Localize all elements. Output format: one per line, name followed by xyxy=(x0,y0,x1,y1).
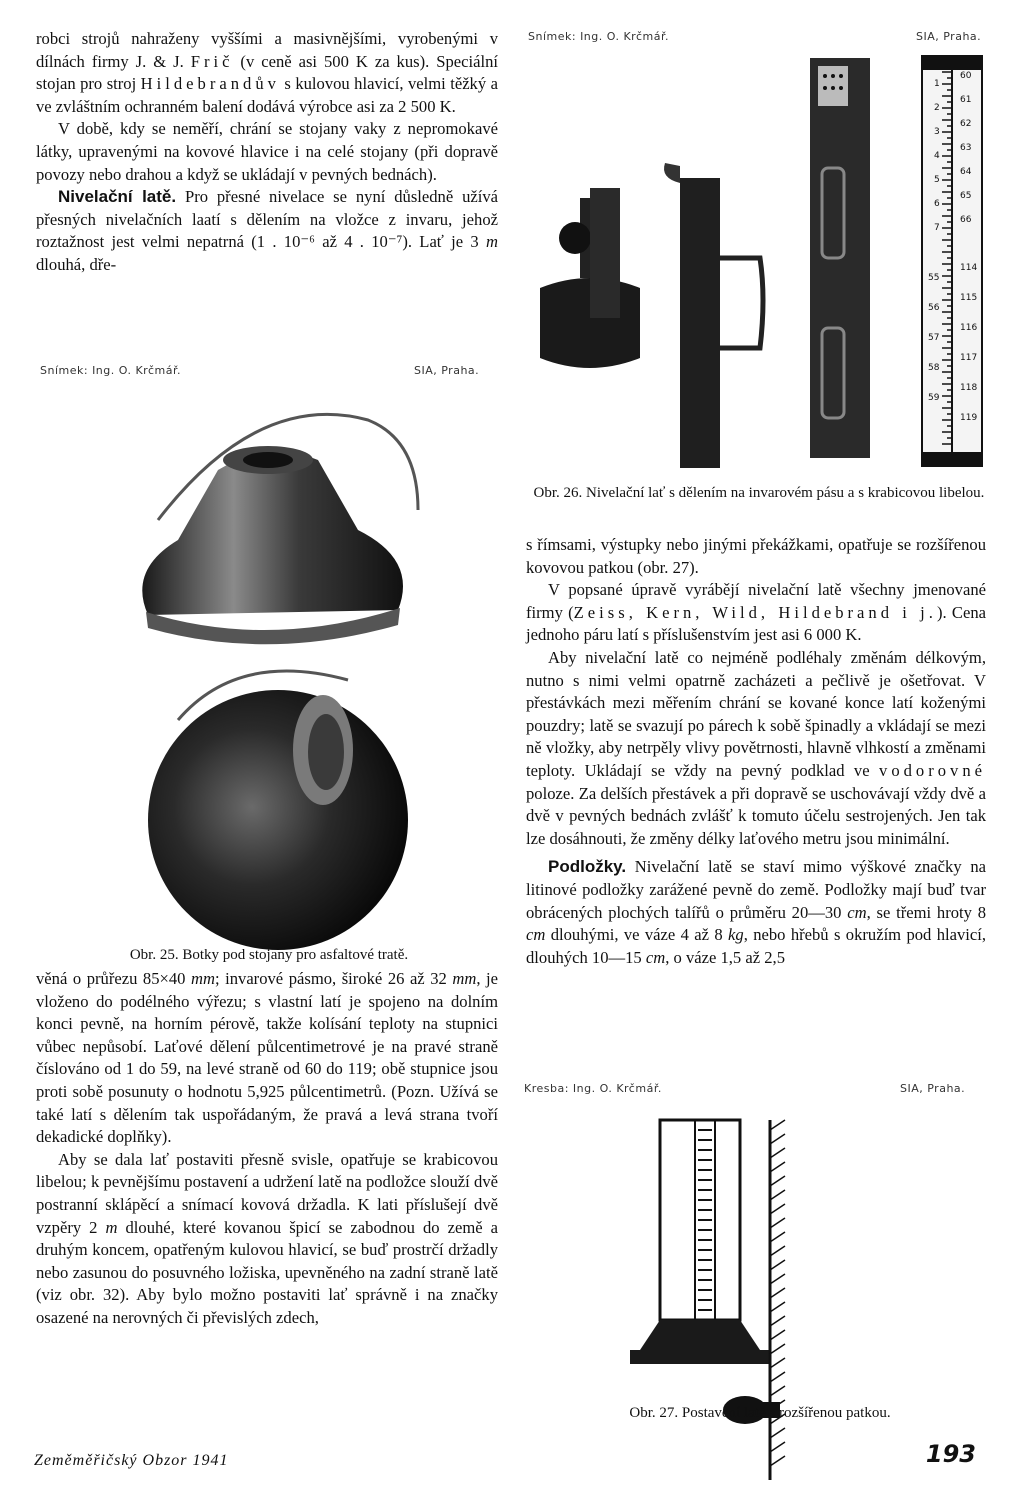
figure-25-photo xyxy=(118,400,468,950)
svg-text:5: 5 xyxy=(934,175,940,185)
svg-text:57: 57 xyxy=(928,333,940,343)
svg-text:119: 119 xyxy=(960,413,978,423)
photo-agency: SIA, Praha. xyxy=(414,364,480,377)
wall-hatch xyxy=(770,1442,785,1452)
figure-26-caption: Obr. 26. Nivelační lať s dělením na invarovém pásu a s krabicovou libelou. xyxy=(533,485,985,501)
wall-hatch xyxy=(770,1218,785,1228)
svg-text:63: 63 xyxy=(960,143,972,153)
wall-hatch xyxy=(770,1302,785,1312)
left-column-bottom xyxy=(36,968,498,1330)
svg-text:66: 66 xyxy=(960,215,972,225)
paragraph: V době, kdy se neměří, chrání se stojany vaky z nepromokavé látky, upravenými na kovové hlavice i na celé stojany (při dopravě povozy nebo drahou a když se ukládají v pevných bednách). xyxy=(36,119,498,184)
svg-text:1: 1 xyxy=(934,79,940,89)
svg-text:115: 115 xyxy=(960,293,978,303)
svg-text:65: 65 xyxy=(960,191,972,201)
paragraph: Aby se dala lať postaviti přesně svisle, opatřuje se krabicovou libelou; k pevnějšímu postavení a udržení latě na podložce slouží dvě postranní sklápěcí a snímací kovová držadla. K lati příslušejí dvě vzpěry 2 m dlouhé, které kovanou špicí se zabodnou do země a druhým koncem, opatřeným kulovou hlavicí, se buď prostrčí držadly nebo zasunou do posuvného ložiska, upevněného na zadní straně latě (viz obr. 32). Aby bylo možno postaviti lať správně i na značky osazené na nerovných či převislých zdech, xyxy=(36,1149,498,1327)
drawing-credit: Kresba: Ing. O. Krčmář. xyxy=(524,1082,662,1095)
svg-text:60: 60 xyxy=(960,71,972,81)
svg-text:114: 114 xyxy=(960,263,978,273)
svg-text:59: 59 xyxy=(928,393,940,403)
svg-text:55: 55 xyxy=(928,273,940,283)
figure-27-drawing xyxy=(620,1110,860,1490)
wall-hatch xyxy=(770,1316,785,1326)
paragraph: věná o průřezu 85×40 mm; invarové pásmo, široké 26 až 32 mm, je vloženo do podélného výřezu; s vlastní latí je spojeno na dolním konci pevně, na horním pérově, takže kolísání teploty na stupnici vůbec nepůsobí. Laťové dělení půlcentimetrové je na pravé straně číslováno od 1 do 59, na levé straně od 60 do 119; obě stupnice jsou proti sobě posunuty o hodnotu 5,925 půlcentimetrů. (Pozn. Užívá se také latí s dělením tak uspořádaným, že pravá a levá strana tvoří dekadické doplňky). xyxy=(36,969,498,1147)
photo-credit: Snímek: Ing. O. Krčmář. xyxy=(528,30,669,43)
wall-hatch xyxy=(770,1190,785,1200)
photo-agency: SIA, Praha. xyxy=(916,30,982,43)
wall-hatch xyxy=(770,1246,785,1256)
wall-hatch xyxy=(770,1386,785,1396)
svg-text:64: 64 xyxy=(960,167,972,177)
svg-text:6: 6 xyxy=(934,199,940,209)
svg-text:58: 58 xyxy=(928,363,940,373)
svg-text:7: 7 xyxy=(934,223,940,233)
drawing-agency: SIA, Praha. xyxy=(900,1082,966,1095)
wall-hatch xyxy=(770,1134,785,1144)
paragraph: robci strojů nahraženy vyššími a masivnějšími, vyrobenými v dílnách firmy J. & J. Frič (v ceně asi 500 K za kus). Speciální stojan pro stroj Hildebrandův s kulovou hlavicí, velmi těžký a ve zvláštním ochranném balení dodává výrobce asi za 2 500 K. xyxy=(36,29,498,116)
figure-26-photo xyxy=(530,48,985,468)
svg-text:62: 62 xyxy=(960,119,972,129)
figure-27-caption: Obr. 27. Postavení latě s rozšířenou patkou. xyxy=(629,1405,891,1421)
svg-text:61: 61 xyxy=(960,95,972,105)
journal-name: Zeměměřičský Obzor 1941 xyxy=(34,1452,229,1469)
paragraph: V popsané úpravě vyrábějí nivelační latě všechny jmenované firmy (Zeiss, Kern, Wild, Hildebrand i j.). Cena jednoho páru latí s příslušenstvím jest asi 6 000 K. xyxy=(526,580,986,645)
wall-hatch xyxy=(770,1288,785,1298)
wall-hatch xyxy=(770,1344,785,1354)
svg-text:56: 56 xyxy=(928,303,940,313)
svg-text:3: 3 xyxy=(934,127,940,137)
svg-text:2: 2 xyxy=(934,103,940,113)
svg-text:4: 4 xyxy=(934,151,940,161)
wall-hatch xyxy=(770,1274,785,1284)
photo-credit: Snímek: Ing. O. Krčmář. xyxy=(40,364,181,377)
wall-hatch xyxy=(770,1358,785,1368)
right-column xyxy=(526,534,986,969)
wall-hatch xyxy=(770,1372,785,1382)
left-column-top xyxy=(36,28,498,277)
paragraph: Aby nivelační latě co nejméně podléhaly změnám délkovým, nutno s nimi velmi opatrně zacházeti a pečlivě je ošetřovat. V přestávkách mezi měřením chrání se kované konce latí koženými pouzdry; latě se svazují po párech k sobě špinadly a vkládají se mezi ně vložky, aby netrpěly vlivy povětrnosti, hlavně vlhkostí a změnami teploty. Ukládají se vždy na pevný podklad ve vodorovné poloze. Za delších přestávek a při dopravě se uschovávají vždy dvě a dvě v pevných bednách zvlášť k tomuto účelu sestrojených. Jen tak lze dosáhnouti, že změny délky laťového metru jsou minimální. xyxy=(526,647,986,848)
wall-hatch xyxy=(770,1260,785,1270)
paragraph: s římsami, výstupky nebo jinými překážkami, opatřuje se rozšířenou kovovou patkou (obr. 27). xyxy=(526,535,986,577)
svg-text:118: 118 xyxy=(960,383,978,393)
section-heading: Nivelační latě. xyxy=(58,187,177,207)
wall-hatch xyxy=(770,1428,785,1438)
figure-25-caption: Obr. 25. Botky pod stojany pro asfaltové tratě. xyxy=(129,947,409,963)
wall-hatch xyxy=(770,1176,785,1186)
wall-hatch xyxy=(770,1120,785,1130)
wall-hatch xyxy=(770,1330,785,1340)
wall-hatch xyxy=(770,1148,785,1158)
svg-text:116: 116 xyxy=(960,323,978,333)
wall-hatch xyxy=(770,1232,785,1242)
paragraph: Nivelační latě. Pro přesné nivelace se nyní důsledně užívá přesných nivelačních laatí s dělením na vložce z invaru, jehož roztažnost jest velmi nepatrná (1 . 10⁻⁶ až 4 . 10⁻⁷). Lať je 3 m dlouhá, dře- xyxy=(36,187,499,274)
wall-hatch xyxy=(770,1162,785,1172)
wall-hatch xyxy=(770,1456,785,1466)
section-heading: Podložky. xyxy=(548,857,627,877)
page-number: 193 xyxy=(925,1440,976,1468)
paragraph: Podložky. Nivelační latě se staví mimo výškové značky na litinové podložky zarážené pevně do země. Podložky mají buď tvar obrácených plochých talířů o průměru 20—30 cm, se třemi hroty 8 cm dlouhými, ve váze 4 až 8 kg, nebo hřebů s okružím pod hlavicí, dlouhých 10—15 cm, o váze 1,5 až 2,5 xyxy=(526,857,986,967)
svg-text:117: 117 xyxy=(960,353,978,363)
wall-hatch xyxy=(770,1204,785,1214)
